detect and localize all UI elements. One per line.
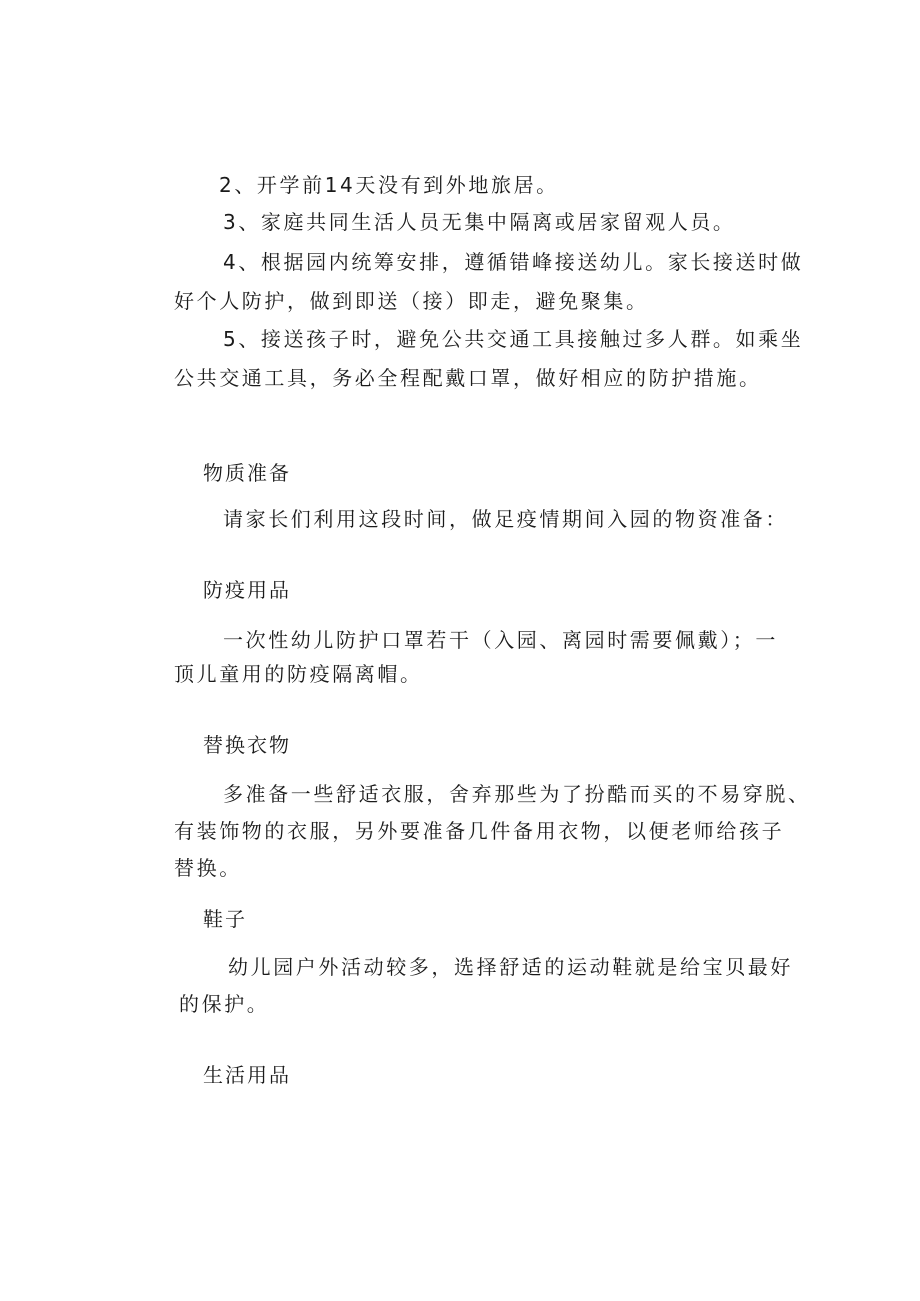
shoes-line-1: 幼儿园户外活动较多，选择舒适的运动鞋就是给宝贝最好	[228, 955, 793, 979]
shoes-line-2: 的保护。	[179, 992, 270, 1016]
material-prep-intro: 请家长们利用这段时间，做足疫情期间入园的物资准备：	[223, 507, 788, 531]
section-heading-material-prep: 物质准备	[203, 461, 291, 485]
epidemic-supplies-line-1: 一次性幼儿防护口罩若干（入园、离园时需要佩戴）；一	[223, 628, 778, 652]
item-5-line-1: 5、接送孩子时，避免公共交通工具接触过多人群。如乘坐	[223, 327, 804, 351]
section-heading-shoes: 鞋子	[203, 907, 247, 931]
item-2: 2、开学前14天没有到外地旅居。	[219, 173, 559, 197]
item-3: 3、家庭共同生活人员无集中隔离或居家留观人员。	[223, 210, 736, 234]
item-4-line-1: 4、根据园内统筹安排，遵循错峰接送幼儿。家长接送时做	[223, 250, 804, 274]
spare-clothes-line-3: 替换。	[174, 856, 242, 880]
spare-clothes-line-2: 有装饰物的衣服，另外要准备几件备用衣物，以便老师给孩子	[174, 819, 785, 843]
spare-clothes-line-1: 多准备一些舒适衣服，舍弃那些为了扮酷而买的不易穿脱、	[223, 782, 811, 806]
item-5-line-2: 公共交通工具，务必全程配戴口罩，做好相应的防护措施。	[174, 366, 762, 390]
section-heading-daily-supplies: 生活用品	[203, 1063, 291, 1087]
item-4-line-2: 好个人防护，做到即送（接）即走，避免聚集。	[174, 289, 649, 313]
section-heading-spare-clothes: 替换衣物	[203, 733, 291, 757]
epidemic-supplies-line-2: 顶儿童用的防疫隔离帽。	[174, 662, 423, 686]
section-heading-epidemic-supplies: 防疫用品	[203, 578, 291, 602]
